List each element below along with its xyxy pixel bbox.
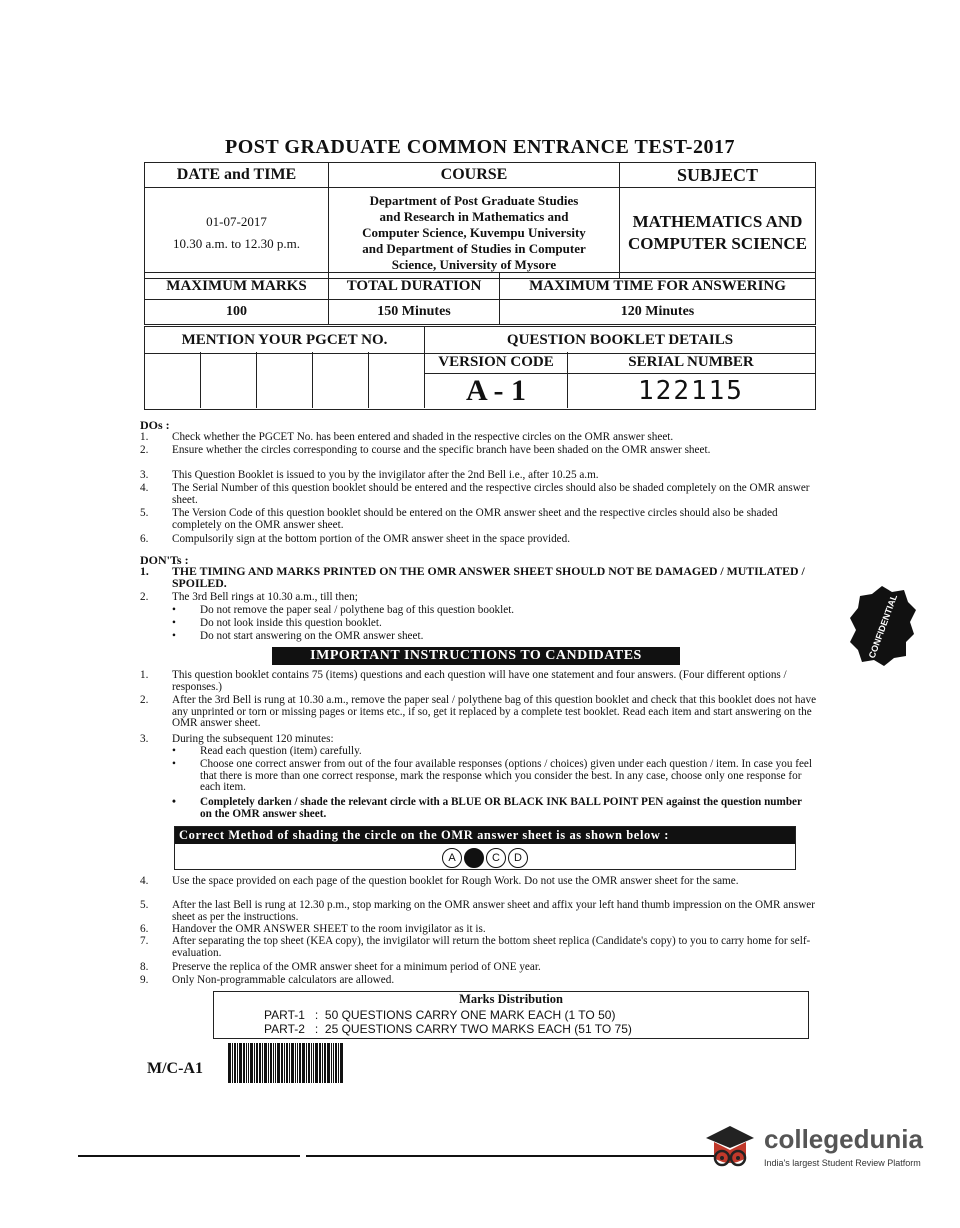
bullet-text: Do not look inside this question booklet. bbox=[200, 617, 382, 629]
exam-date: 01-07-2017 bbox=[206, 214, 267, 229]
pgcet-digit-box[interactable] bbox=[145, 352, 201, 408]
item-text: After separating the top sheet (KEA copy), the invigilator will return the bottom sheet replica (Candidate's copy) to you to carry home for self-evaluation. bbox=[172, 935, 811, 959]
omr-shading-heading: Correct Method of shading the circle on the OMR answer sheet is as shown below : bbox=[175, 827, 795, 844]
barcode-bar bbox=[270, 1043, 272, 1083]
item-text: Check whether the PGCET No. has been entered and shaded in the respective circles on the OMR answer sheet. bbox=[172, 431, 674, 443]
course-line: and Research in Mathematics and bbox=[379, 209, 569, 224]
max-marks-value: 100 bbox=[145, 300, 329, 325]
item-number: 9. bbox=[140, 974, 149, 986]
barcode-bar bbox=[254, 1043, 255, 1083]
item-number: 7. bbox=[140, 935, 149, 947]
barcode-bar bbox=[284, 1043, 285, 1083]
barcode-bar bbox=[268, 1043, 269, 1083]
barcode-bar bbox=[327, 1043, 330, 1083]
omr-circles bbox=[175, 848, 795, 868]
barcode-bar bbox=[239, 1043, 242, 1083]
barcode-bar bbox=[264, 1043, 267, 1083]
omr-shading-example bbox=[174, 826, 796, 870]
item-text: During the subsequent 120 minutes: bbox=[172, 733, 334, 745]
subject-cell bbox=[620, 188, 816, 279]
item-text: Compulsorily sign at the bottom portion of the OMR answer sheet in the space provided. bbox=[172, 533, 571, 545]
bullet-icon: • bbox=[172, 796, 176, 808]
subject-label: SUBJECT bbox=[620, 163, 816, 188]
booklet-details-header bbox=[144, 326, 816, 354]
logo-tagline: India's largest Student Review Platform bbox=[764, 1158, 921, 1168]
item-number: 5. bbox=[140, 899, 149, 911]
option-circle-c: C bbox=[486, 848, 506, 868]
bullet-text: Read each question (item) carefully. bbox=[200, 745, 362, 757]
barcode-bar bbox=[311, 1043, 312, 1083]
barcode-bar bbox=[335, 1043, 337, 1083]
barcode-bar bbox=[340, 1043, 343, 1083]
footer-line-right bbox=[306, 1155, 718, 1157]
footer-line-left bbox=[78, 1155, 300, 1157]
item-text: The Version Code of this question booklet should be entered on the OMR answer sheet and the respective circles should also be shaded completely on the OMR answer sheet. bbox=[172, 507, 778, 531]
bullet-icon: • bbox=[172, 758, 176, 770]
course-line: and Department of Studies in Computer bbox=[362, 241, 586, 256]
item-number: 3. bbox=[140, 469, 149, 481]
max-marks-label: MAXIMUM MARKS bbox=[145, 273, 329, 300]
item-text: Use the space provided on each page of the question booklet for Rough Work. Do not use the OMR answer sheet for the same. bbox=[172, 875, 739, 887]
barcode-bar bbox=[308, 1043, 310, 1083]
item-number: 6. bbox=[140, 923, 149, 935]
barcode-bar bbox=[234, 1043, 236, 1083]
barcode-bar bbox=[275, 1043, 276, 1083]
barcode-bar bbox=[281, 1043, 283, 1083]
seal-text: CONFIDENTIAL bbox=[866, 593, 900, 660]
bullet-icon: • bbox=[172, 604, 176, 616]
course-line: Computer Science, Kuvempu University bbox=[362, 225, 586, 240]
barcode-bar bbox=[228, 1043, 231, 1083]
barcode-bar bbox=[313, 1043, 314, 1083]
course-cell bbox=[329, 188, 620, 279]
bullet-icon: • bbox=[172, 630, 176, 642]
option-circle-a: A bbox=[442, 848, 462, 868]
option-circle-filled bbox=[464, 848, 484, 868]
item-text: Preserve the replica of the OMR answer sheet for a minimum period of ONE year. bbox=[172, 961, 541, 973]
marks-distribution-box bbox=[213, 991, 809, 1039]
total-duration-label: TOTAL DURATION bbox=[329, 273, 500, 300]
item-text: Only Non-programmable calculators are allowed. bbox=[172, 974, 395, 986]
item-number: 6. bbox=[140, 533, 149, 545]
barcode-bar bbox=[273, 1043, 274, 1083]
barcode-bar bbox=[324, 1043, 326, 1083]
marks-part2: PART-2 : 25 QUESTIONS CARRY TWO MARKS EACH (51 TO 75) bbox=[264, 1022, 632, 1036]
barcode-bar bbox=[291, 1043, 294, 1083]
date-time-label: DATE and TIME bbox=[145, 163, 329, 188]
serial-number-label: SERIAL NUMBER bbox=[567, 352, 815, 374]
course-label: COURSE bbox=[329, 163, 620, 188]
version-code-label: VERSION CODE bbox=[425, 352, 567, 374]
subject-line: COMPUTER SCIENCE bbox=[628, 234, 807, 253]
barcode-bar bbox=[250, 1043, 253, 1083]
item-number: 1. bbox=[140, 669, 149, 681]
exam-info-table bbox=[144, 162, 816, 279]
item-text: Handover the OMR ANSWER SHEET to the room invigilator as it is. bbox=[172, 923, 486, 935]
bullet-icon: • bbox=[172, 745, 176, 757]
option-circle-d: D bbox=[508, 848, 528, 868]
item-number: 4. bbox=[140, 875, 149, 887]
bullet-text: Do not start answering on the OMR answer sheet. bbox=[200, 630, 424, 642]
max-time-label: MAXIMUM TIME FOR ANSWERING bbox=[500, 273, 816, 300]
item-text: THE TIMING AND MARKS PRINTED ON THE OMR ANSWER SHEET SHOULD NOT BE DAMAGED / MUTILATED / SPOILED. bbox=[172, 564, 805, 590]
confidential-seal-icon bbox=[848, 584, 916, 668]
barcode-bar bbox=[286, 1043, 288, 1083]
collegedunia-logo[interactable] bbox=[700, 1118, 930, 1188]
barcode-bar bbox=[338, 1043, 339, 1083]
barcode-bar bbox=[302, 1043, 305, 1083]
paper-code: M/C-A1 bbox=[147, 1060, 203, 1077]
barcode-bar bbox=[243, 1043, 245, 1083]
max-time-value: 120 Minutes bbox=[500, 300, 816, 325]
barcode-bar bbox=[331, 1043, 332, 1083]
logo-wordmark: collegedunia bbox=[764, 1124, 923, 1154]
item-number: 2. bbox=[140, 591, 149, 603]
barcode-bar bbox=[297, 1043, 298, 1083]
item-number: 2. bbox=[140, 444, 149, 456]
pgcet-digit-box[interactable] bbox=[369, 352, 425, 408]
barcode-bar bbox=[248, 1043, 249, 1083]
item-number: 1. bbox=[140, 564, 149, 578]
item-text: After the last Bell is rung at 12.30 p.m., stop marking on the OMR answer sheet and affix your left hand thumb impression on the OMR answer sheet as per the instructions. bbox=[172, 899, 815, 923]
pgcet-digit-box[interactable] bbox=[201, 352, 257, 408]
booklet-details-label: QUESTION BOOKLET DETAILS bbox=[425, 327, 816, 354]
barcode-bar bbox=[256, 1043, 258, 1083]
item-text: The 3rd Bell rings at 10.30 a.m., till then; bbox=[172, 591, 358, 603]
item-number: 5. bbox=[140, 507, 149, 519]
dos-heading: DOs : bbox=[140, 418, 170, 432]
barcode-bar bbox=[306, 1043, 307, 1083]
bullet-text: Choose one correct answer from out of the four available responses (options / choices) given under each question / item. In case you feel that there is more than one correct response, mark the response which you consider the best. In any case, choose only one response for each item. bbox=[200, 758, 813, 793]
exam-time: 10.30 a.m. to 12.30 p.m. bbox=[172, 236, 301, 251]
bullet-text: Completely darken / shade the relevant circle with a BLUE OR BLACK INK BALL POINT PEN against the question number on the OMR answer sheet. bbox=[200, 796, 802, 820]
barcode-bar bbox=[277, 1043, 280, 1083]
barcode-bar bbox=[259, 1043, 261, 1083]
instructions-heading: IMPORTANT INSTRUCTIONS TO CANDIDATES bbox=[272, 647, 680, 665]
item-number: 1. bbox=[140, 431, 149, 443]
barcode-bar bbox=[237, 1043, 238, 1083]
pgcet-digit-box[interactable] bbox=[257, 352, 313, 408]
version-code-block bbox=[425, 352, 568, 408]
item-number: 4. bbox=[140, 482, 149, 494]
item-text: After the 3rd Bell is rung at 10.30 a.m., remove the paper seal / polythene bag of this question booklet and check that this booklet does not have any unprinted or torn or missing pages or items etc., if so, get it replaced by a complete test booklet. Read each item and start answering on the OMR answer sheet. bbox=[172, 694, 817, 729]
course-line: Department of Post Graduate Studies bbox=[369, 193, 579, 208]
marks-part1: PART-1 : 50 QUESTIONS CARRY ONE MARK EACH (1 TO 50) bbox=[264, 1008, 616, 1022]
item-text: Ensure whether the circles corresponding to course and the specific branch have been shaded on the OMR answer sheet. bbox=[172, 444, 711, 456]
barcode-bar bbox=[246, 1043, 247, 1083]
item-text: The Serial Number of this question booklet should be entered and the respective circles should also be shaded completely on the OMR answer sheet. bbox=[172, 482, 810, 506]
item-number: 8. bbox=[140, 961, 149, 973]
barcode-bar bbox=[333, 1043, 334, 1083]
bullet-icon: • bbox=[172, 617, 176, 629]
pgcet-number-boxes bbox=[145, 352, 425, 408]
barcode-bar bbox=[299, 1043, 301, 1083]
barcode-bar bbox=[289, 1043, 290, 1083]
serial-number-value: 122115 bbox=[638, 376, 744, 406]
total-duration-value: 150 Minutes bbox=[329, 300, 500, 325]
item-text: This question booklet contains 75 (items) questions and each question will have one statement and four answers. (Four different options / responses.) bbox=[172, 669, 787, 693]
barcode-bar bbox=[315, 1043, 318, 1083]
barcode-bar bbox=[295, 1043, 296, 1083]
barcode-bar bbox=[262, 1043, 263, 1083]
owl-mascot-icon bbox=[700, 1118, 760, 1178]
date-time-cell bbox=[145, 188, 329, 279]
barcode bbox=[228, 1043, 378, 1083]
exam-title: POST GRADUATE COMMON ENTRANCE TEST-2017 bbox=[225, 136, 735, 158]
marks-distribution-heading: Marks Distribution bbox=[459, 992, 563, 1006]
duration-table bbox=[144, 272, 816, 325]
donts-heading: DON'Ts : bbox=[140, 553, 189, 567]
version-code-value: A - 1 bbox=[466, 374, 526, 407]
pgcet-digit-box[interactable] bbox=[313, 352, 369, 408]
course-line: Science, University of Mysore bbox=[391, 257, 557, 272]
barcode-bar bbox=[319, 1043, 321, 1083]
barcode-bar bbox=[232, 1043, 233, 1083]
barcode-bar bbox=[322, 1043, 323, 1083]
item-number: 3. bbox=[140, 733, 149, 745]
pgcet-label: MENTION YOUR PGCET NO. bbox=[145, 327, 425, 354]
item-text: This Question Booklet is issued to you by the invigilator after the 2nd Bell i.e., after 10.25 a.m. bbox=[172, 469, 599, 481]
subject-line: MATHEMATICS AND bbox=[632, 212, 803, 231]
booklet-details-grid bbox=[144, 352, 816, 410]
item-number: 2. bbox=[140, 694, 149, 706]
bullet-text: Do not remove the paper seal / polythene bag of this question booklet. bbox=[200, 604, 515, 616]
serial-number-block bbox=[567, 352, 815, 408]
